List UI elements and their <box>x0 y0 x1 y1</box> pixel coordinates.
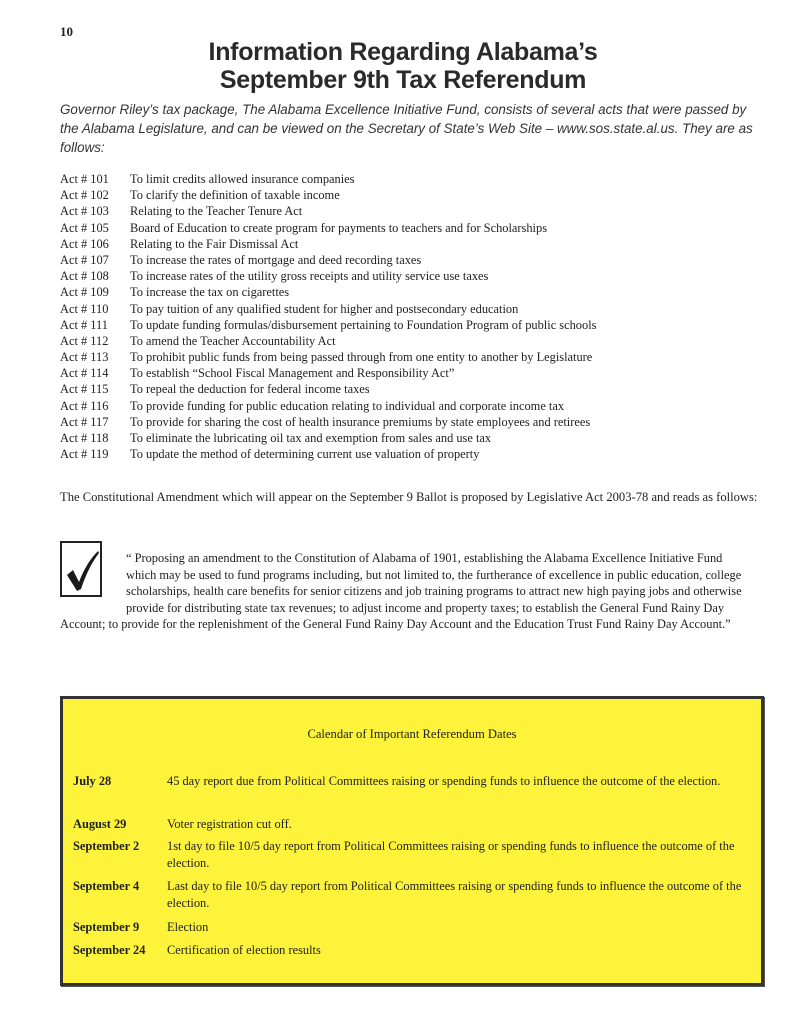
act-row <box>60 414 760 430</box>
act-row <box>60 446 760 462</box>
page-title <box>60 38 746 94</box>
calendar-date: September 2 <box>73 839 140 853</box>
act-row <box>60 171 760 187</box>
amendment-quote-block <box>60 550 750 633</box>
act-number: Act # 105 <box>60 220 109 235</box>
act-number: Act # 115 <box>60 382 109 397</box>
calendar-date: September 24 <box>73 943 146 957</box>
calendar-description: 1st day to file 10/5 day report from Political Committees raising or spending funds to influence the outcome of the election. <box>167 839 735 870</box>
act-description: To provide funding for public education relating to individual and corporate income tax <box>130 398 565 413</box>
act-row <box>60 220 760 236</box>
calendar-title: Calendar of Important Referendum Dates <box>307 727 517 741</box>
calendar-description: 45 day report due from Political Committees raising or spending funds to influence the outcome of the election. <box>167 774 721 788</box>
act-row <box>60 284 760 300</box>
act-number: Act # 101 <box>60 172 109 186</box>
calendar-description: Election <box>167 920 209 934</box>
title-line-1: Information Regarding Alabama’s <box>208 38 598 66</box>
act-number: Act # 113 <box>60 350 109 365</box>
calendar-date: September 9 <box>73 920 140 934</box>
ballot-checkbox <box>60 541 102 597</box>
act-row <box>60 430 760 446</box>
page-number: 10 <box>60 24 73 39</box>
act-row <box>60 349 760 365</box>
act-number: Act # 114 <box>60 366 109 381</box>
act-description: To prohibit public funds from being passed through from one entity to another by Legislature <box>130 350 593 365</box>
act-description: Board of Education to create program for payments to teachers and for Scholarships <box>130 220 548 235</box>
act-description: To increase the tax on cigarettes <box>130 285 290 300</box>
calendar-description: Last day to file 10/5 day report from Political Committees raising or spending funds to influence the outcome of the election. <box>167 879 742 910</box>
acts-list <box>60 171 760 462</box>
act-number: Act # 108 <box>60 269 109 284</box>
check-mark-icon <box>64 549 100 593</box>
act-number: Act # 117 <box>60 414 109 429</box>
act-number: Act # 102 <box>60 188 109 203</box>
act-description: To amend the Teacher Accountability Act <box>130 333 336 348</box>
amendment-quote: “ Proposing an amendment to the Constitution of Alabama of 1901, establishing the Alabama Excellence Initiative Fund which may be used to fund programs including, but not limited to, the furtherance of excellence in public education, college scholarships, health care benefits for senior citizens and job training programs to attract new high paying jobs and otherwise provide for distributing state tax revenues; to adjust income and property taxes; to establish the General Fund Rainy Day Account; to provide for the replenishment of the General Fund Rainy Day Account and the Education Trust Fund Rainy Day Account.” <box>60 551 742 632</box>
act-description: To limit credits allowed insurance companies <box>130 172 355 186</box>
act-description: To increase rates of the utility gross receipts and utility service use taxes <box>130 269 489 284</box>
act-description: To repeal the deduction for federal income taxes <box>130 382 370 397</box>
act-number: Act # 103 <box>60 204 109 219</box>
act-row <box>60 236 760 252</box>
act-number: Act # 107 <box>60 252 109 267</box>
calendar-description: Certification of election results <box>167 943 321 957</box>
act-row <box>60 398 760 414</box>
act-description: To clarify the definition of taxable income <box>130 188 340 203</box>
calendar-date: July 28 <box>73 774 112 788</box>
act-row <box>60 252 760 268</box>
act-number: Act # 110 <box>60 301 109 316</box>
calendar-box <box>60 696 764 986</box>
act-description: To increase the rates of mortgage and deed recording taxes <box>130 252 422 267</box>
act-row <box>60 317 760 333</box>
act-description: To update the method of determining current use valuation of property <box>130 447 480 462</box>
act-row <box>60 301 760 317</box>
act-row <box>60 203 760 219</box>
title-line-2: September 9th Tax Referendum <box>219 66 587 94</box>
act-description: Relating to the Teacher Tenure Act <box>130 204 303 219</box>
act-number: Act # 111 <box>60 317 108 332</box>
act-row <box>60 268 760 284</box>
act-number: Act # 112 <box>60 333 109 348</box>
calendar-description: Voter registration cut off. <box>167 817 292 831</box>
act-row <box>60 381 760 397</box>
act-row <box>60 187 760 203</box>
act-number: Act # 119 <box>60 447 109 462</box>
act-number: Act # 109 <box>60 285 109 300</box>
amendment-intro: The Constitutional Amendment which will appear on the September 9 Ballot is proposed by Legislative Act 2003-78 and reads as follows: <box>60 490 758 504</box>
act-number: Act # 118 <box>60 431 109 445</box>
act-description: Relating to the Fair Dismissal Act <box>130 236 299 251</box>
act-description: To update funding formulas/disbursement pertaining to Foundation Program of public schools <box>130 317 597 332</box>
act-number: Act # 106 <box>60 236 109 251</box>
act-description: To pay tuition of any qualified student for higher and postsecondary education <box>130 301 519 316</box>
act-description: To establish “School Fiscal Management and Responsibility Act” <box>130 366 455 381</box>
act-description: To eliminate the lubricating oil tax and exemption from sales and use tax <box>130 431 492 445</box>
calendar-date: August 29 <box>73 817 127 831</box>
calendar-date: September 4 <box>73 879 140 893</box>
intro-paragraph: Governor Riley’s tax package, The Alabama Excellence Initiative Fund, consists of several acts that were passed by the Alabama Legislature, and can be viewed on the Secretary of State’s Web Site – www.sos.state.al.us. They are as follows: <box>60 102 753 155</box>
act-row <box>60 365 760 381</box>
act-row <box>60 333 760 349</box>
act-number: Act # 116 <box>60 398 109 413</box>
act-description: To provide for sharing the cost of health insurance premiums by state employees and retirees <box>130 414 591 429</box>
